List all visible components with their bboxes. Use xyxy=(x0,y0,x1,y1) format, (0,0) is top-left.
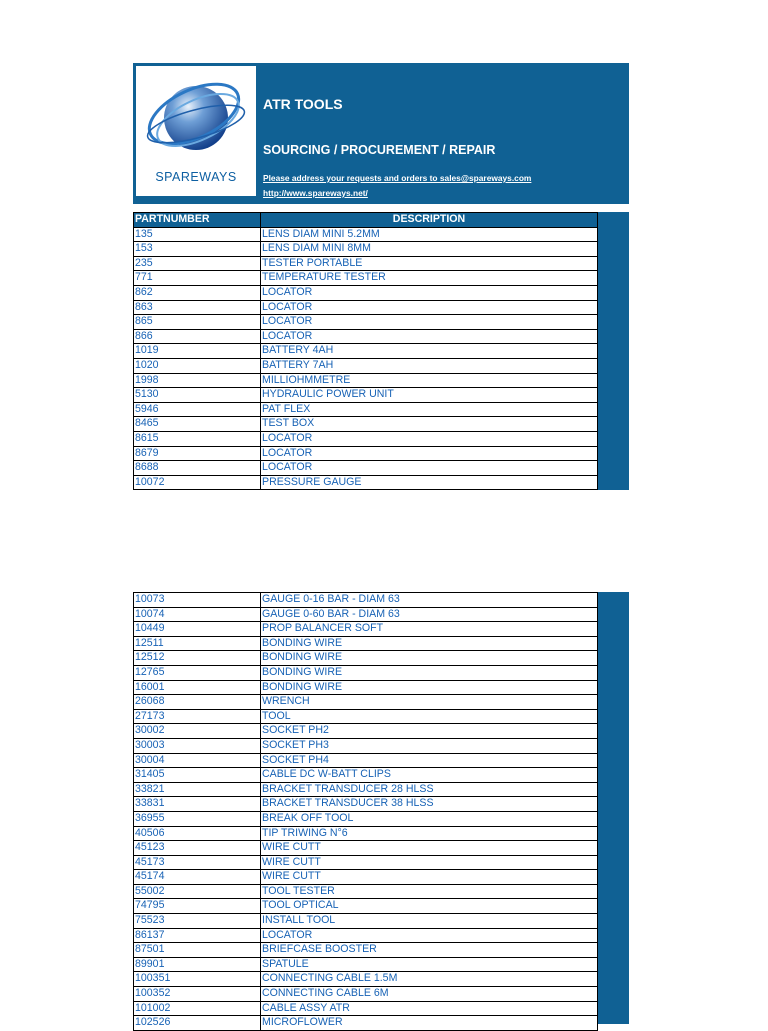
description-cell: SOCKET PH3 xyxy=(261,738,598,753)
table-row xyxy=(134,695,598,710)
table-row xyxy=(134,665,598,680)
table-row xyxy=(134,461,598,476)
part-number-cell: 8688 xyxy=(134,461,261,476)
description-cell: BRIEFCASE BOOSTER xyxy=(261,943,598,958)
table-row xyxy=(134,388,598,403)
table-row xyxy=(134,475,598,490)
description-cell: BRACKET TRANSDUCER 28 HLSS xyxy=(261,782,598,797)
part-number-cell: 153 xyxy=(134,242,261,257)
table-row xyxy=(134,972,598,987)
table-row xyxy=(134,738,598,753)
table-row xyxy=(134,593,598,608)
description-cell: WIRE CUTT xyxy=(261,870,598,885)
table-row xyxy=(134,300,598,315)
description-cell: INSTALL TOOL xyxy=(261,914,598,929)
description-cell: GAUGE 0-16 BAR - DIAM 63 xyxy=(261,593,598,608)
table-row xyxy=(134,782,598,797)
description-cell: WRENCH xyxy=(261,695,598,710)
description-cell: LOCATOR xyxy=(261,300,598,315)
part-number-cell: 100351 xyxy=(134,972,261,987)
part-number-cell: 89901 xyxy=(134,957,261,972)
description-cell: BRACKET TRANSDUCER 38 HLSS xyxy=(261,797,598,812)
description-cell: LENS DIAM MINI 5.2MM xyxy=(261,227,598,242)
table-row xyxy=(134,826,598,841)
part-number-cell: 862 xyxy=(134,285,261,300)
description-cell: LOCATOR xyxy=(261,431,598,446)
table-row xyxy=(134,651,598,666)
table-row xyxy=(134,841,598,856)
description-cell: PRESSURE GAUGE xyxy=(261,475,598,490)
description-cell: LOCATOR xyxy=(261,285,598,300)
description-cell: LOCATOR xyxy=(261,928,598,943)
table-row xyxy=(134,402,598,417)
part-number-cell: 86137 xyxy=(134,928,261,943)
column-header-description: DESCRIPTION xyxy=(261,213,598,228)
part-number-cell: 10449 xyxy=(134,622,261,637)
part-number-cell: 40506 xyxy=(134,826,261,841)
table-row xyxy=(134,884,598,899)
website-link[interactable]: http://www.spareways.net/ xyxy=(263,188,368,198)
logo-wordmark: SPAREWAYS xyxy=(155,170,237,184)
part-number-cell: 1019 xyxy=(134,344,261,359)
table-row xyxy=(134,1001,598,1016)
description-cell: MILLIOHMMETRE xyxy=(261,373,598,388)
table-row xyxy=(134,256,598,271)
description-cell: LOCATOR xyxy=(261,315,598,330)
part-number-cell: 1998 xyxy=(134,373,261,388)
part-number-cell: 45173 xyxy=(134,855,261,870)
table-row xyxy=(134,724,598,739)
table-row xyxy=(134,680,598,695)
table-row xyxy=(134,242,598,257)
table-row xyxy=(134,358,598,373)
part-number-cell: 30004 xyxy=(134,753,261,768)
part-number-cell: 865 xyxy=(134,315,261,330)
table-row xyxy=(134,957,598,972)
part-number-cell: 135 xyxy=(134,227,261,242)
table-row xyxy=(134,797,598,812)
description-cell: SOCKET PH4 xyxy=(261,753,598,768)
part-number-cell: 33821 xyxy=(134,782,261,797)
table-row xyxy=(134,315,598,330)
contact-email-link[interactable]: Please address your requests and orders to sales@spareways.com xyxy=(263,173,532,183)
description-cell: HYDRAULIC POWER UNIT xyxy=(261,388,598,403)
table-row xyxy=(134,709,598,724)
page-subtitle: SOURCING / PROCUREMENT / REPAIR xyxy=(263,143,496,157)
description-cell: TOOL TESTER xyxy=(261,884,598,899)
table-row xyxy=(134,928,598,943)
part-number-cell: 26068 xyxy=(134,695,261,710)
table-row xyxy=(134,943,598,958)
description-cell: SOCKET PH2 xyxy=(261,724,598,739)
description-cell: CABLE ASSY ATR xyxy=(261,1001,598,1016)
table-row xyxy=(134,285,598,300)
description-cell: TESTER PORTABLE xyxy=(261,256,598,271)
part-number-cell: 12512 xyxy=(134,651,261,666)
part-number-cell: 8465 xyxy=(134,417,261,432)
part-number-cell: 101002 xyxy=(134,1001,261,1016)
description-cell: TOOL OPTICAL xyxy=(261,899,598,914)
part-number-cell: 100352 xyxy=(134,987,261,1002)
description-cell: BONDING WIRE xyxy=(261,680,598,695)
table-row xyxy=(134,753,598,768)
part-number-cell: 771 xyxy=(134,271,261,286)
part-number-cell: 12511 xyxy=(134,636,261,651)
table-row xyxy=(134,1016,598,1031)
description-cell: CABLE DC W-BATT CLIPS xyxy=(261,768,598,783)
description-cell: LOCATOR xyxy=(261,329,598,344)
table-row xyxy=(134,768,598,783)
part-number-cell: 5130 xyxy=(134,388,261,403)
description-cell: CONNECTING CABLE 1.5M xyxy=(261,972,598,987)
part-number-cell: 12765 xyxy=(134,665,261,680)
table-row xyxy=(134,811,598,826)
table-row xyxy=(134,373,598,388)
part-number-cell: 10074 xyxy=(134,607,261,622)
spareways-logo xyxy=(136,66,256,196)
part-number-cell: 75523 xyxy=(134,914,261,929)
table-row xyxy=(134,431,598,446)
part-number-cell: 16001 xyxy=(134,680,261,695)
column-header-partnumber: PARTNUMBER xyxy=(134,213,261,228)
description-cell: WIRE CUTT xyxy=(261,855,598,870)
part-number-cell: 33831 xyxy=(134,797,261,812)
description-cell: BREAK OFF TOOL xyxy=(261,811,598,826)
description-cell: TOOL xyxy=(261,709,598,724)
part-number-cell: 30003 xyxy=(134,738,261,753)
table-row xyxy=(134,227,598,242)
description-cell: BONDING WIRE xyxy=(261,665,598,680)
table-row xyxy=(134,899,598,914)
description-cell: SPATULE xyxy=(261,957,598,972)
table-row xyxy=(134,855,598,870)
table-row xyxy=(134,870,598,885)
table-row xyxy=(134,987,598,1002)
part-number-cell: 36955 xyxy=(134,811,261,826)
description-cell: BATTERY 4AH xyxy=(261,344,598,359)
description-cell: TIP TRIWING N°6 xyxy=(261,826,598,841)
side-band-1 xyxy=(597,212,629,490)
part-number-cell: 5946 xyxy=(134,402,261,417)
description-cell: LOCATOR xyxy=(261,446,598,461)
description-cell: CONNECTING CABLE 6M xyxy=(261,987,598,1002)
table-row xyxy=(134,446,598,461)
description-cell: PROP BALANCER SOFT xyxy=(261,622,598,637)
part-number-cell: 8615 xyxy=(134,431,261,446)
table-row xyxy=(134,329,598,344)
part-number-cell: 10073 xyxy=(134,593,261,608)
table-row xyxy=(134,417,598,432)
table-row xyxy=(134,271,598,286)
description-cell: TEMPERATURE TESTER xyxy=(261,271,598,286)
part-number-cell: 235 xyxy=(134,256,261,271)
part-number-cell: 102526 xyxy=(134,1016,261,1031)
description-cell: BONDING WIRE xyxy=(261,636,598,651)
part-number-cell: 27173 xyxy=(134,709,261,724)
page-title: ATR TOOLS xyxy=(263,96,343,112)
description-cell: BONDING WIRE xyxy=(261,651,598,666)
part-number-cell: 74795 xyxy=(134,899,261,914)
part-number-cell: 31405 xyxy=(134,768,261,783)
table-row xyxy=(134,914,598,929)
parts-table-1 xyxy=(133,212,598,490)
part-number-cell: 55002 xyxy=(134,884,261,899)
description-cell: MICROFLOWER xyxy=(261,1016,598,1031)
table-row xyxy=(134,622,598,637)
part-number-cell: 30002 xyxy=(134,724,261,739)
description-cell: BATTERY 7AH xyxy=(261,358,598,373)
description-cell: WIRE CUTT xyxy=(261,841,598,856)
part-number-cell: 87501 xyxy=(134,943,261,958)
part-number-cell: 866 xyxy=(134,329,261,344)
description-cell: TEST BOX xyxy=(261,417,598,432)
side-band-2 xyxy=(597,592,629,1024)
description-cell: PAT FLEX xyxy=(261,402,598,417)
description-cell: LENS DIAM MINI 8MM xyxy=(261,242,598,257)
part-number-cell: 863 xyxy=(134,300,261,315)
table-row xyxy=(134,636,598,651)
part-number-cell: 1020 xyxy=(134,358,261,373)
description-cell: GAUGE 0-60 BAR - DIAM 63 xyxy=(261,607,598,622)
parts-table-2 xyxy=(133,592,598,1031)
table-row xyxy=(134,607,598,622)
part-number-cell: 45174 xyxy=(134,870,261,885)
part-number-cell: 8679 xyxy=(134,446,261,461)
table-row xyxy=(134,344,598,359)
part-number-cell: 45123 xyxy=(134,841,261,856)
part-number-cell: 10072 xyxy=(134,475,261,490)
description-cell: LOCATOR xyxy=(261,461,598,476)
